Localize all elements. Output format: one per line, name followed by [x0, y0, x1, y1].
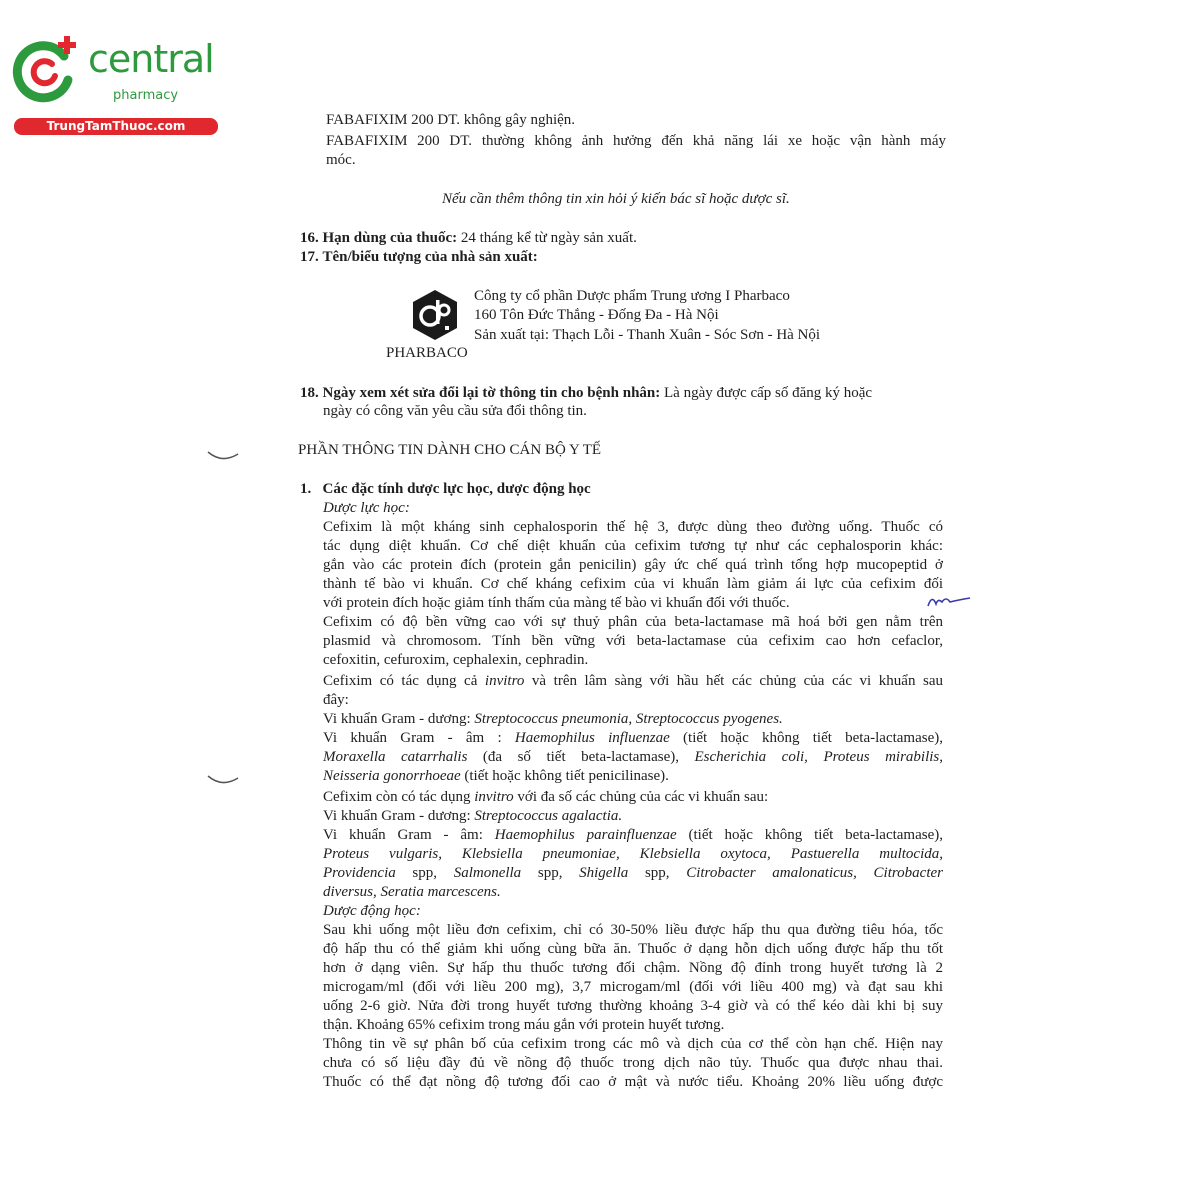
gram-negative-2-line-2: Proteus vulgaris, Klebsiella pneumoniae, Klebsiella oxytoca, Pastuerella multocida, — [323, 846, 943, 862]
species-name: Neisseria gonorrhoeae — [323, 768, 461, 784]
invitro-term: invitro — [474, 789, 514, 805]
gram-positive-species: Streptococcus pneumonia, Streptococcus pyogenes. — [474, 711, 783, 727]
species-name: Moraxella catarrhalis — [323, 749, 468, 765]
pd-paragraph-1-line-4: thành tế bào vi khuẩn. Cơ chế kháng cefixim của vi khuẩn làm giảm ái lực của cefixim đối — [323, 576, 943, 592]
pharbaco-logo-icon — [408, 288, 462, 342]
pd-paragraph-1-line-1: Cefixim là một kháng sinh cephalosporin thế hệ 3, được dùng theo đường uống. Thuốc có — [323, 519, 943, 535]
handwritten-initial-icon — [924, 590, 974, 612]
intro-line-3: móc. — [326, 152, 356, 168]
pd-paragraph-1-line-5: với protein đích hoặc giảm tính thấm của màng tế bào vi khuẩn đối với thuốc. — [323, 595, 790, 611]
pharbaco-logo-text: PHARBACO — [386, 345, 468, 361]
pd-paragraph-1-line-3: gắn vào các protein đích (protein gắn penicilin) gây ức chế quá trình tổng hợp mucopeptid ở — [323, 557, 943, 573]
manufacturer-address: 160 Tôn Đức Thắng - Đống Đa - Hà Nội — [474, 307, 719, 323]
spp-text: spp, — [628, 865, 687, 881]
invitro-term: invitro — [484, 673, 525, 689]
pd-text: với đa số các chủng của các vi khuẩn sau: — [513, 789, 769, 805]
pd-text: và trên lâm sàng với hầu hết các chủng của các vi khuẩn sau — [524, 673, 943, 689]
part-heading: PHẦN THÔNG TIN DÀNH CHO CÁN BỘ Y TẾ — [298, 442, 602, 458]
pd-paragraph-2-line-2: plasmid và chromosom. Tính bền vững với beta-lactamase của cefixim cao hơn cefaclor, — [323, 633, 943, 649]
pk-paragraph-1-line-3: hơn ở dạng viên. Sự hấp thu thuốc tương đối chậm. Nồng độ đỉnh trong huyết tương là 2 — [323, 960, 943, 976]
species-name: Escherichia coli, Proteus mirabilis, — [694, 749, 943, 765]
section-1 — [300, 480, 591, 498]
pd-text: Cefixim có tác dụng cả — [323, 673, 485, 689]
pk-paragraph-1-line-6: thận. Khoảng 65% cefixim trong máu gắn với protein huyết tương. — [323, 1017, 725, 1033]
pk-paragraph-1-line-1: Sau khi uống một liều đơn cefixim, chỉ có 30-50% liều được hấp thu qua đường tiêu hóa, tốc — [323, 922, 943, 938]
pharmacodynamics-heading: Dược lực học: — [323, 500, 410, 516]
pk-paragraph-2-line-3: Thuốc có thể đạt nồng độ tương đối cao ở mật và nước tiểu. Khoảng 20% liều uống được — [323, 1074, 943, 1090]
pk-paragraph-2-line-2: chưa có số liệu đầy đủ về nồng độ thuốc trong dịch não tủy. Thuốc qua được nhau thai. — [323, 1055, 943, 1071]
section-18-line-2: ngày có công văn yêu cầu sửa đổi thông tin. — [323, 403, 587, 419]
species-name: Shigella — [579, 865, 629, 881]
gram-negative-line-2 — [323, 748, 943, 766]
species-note: (tiết hoặc không tiết penicilinase). — [460, 768, 669, 784]
species-note: (tiết hoặc không tiết beta-lactamase), — [669, 730, 943, 746]
pk-paragraph-1-line-5: uống 2-6 giờ. Nửa đời trong huyết tương thường khoảng 3-4 giờ và có thể kéo dài khi bị suy — [323, 998, 943, 1014]
pd-paragraph-3-line-1 — [323, 672, 943, 690]
species-name: Salmonella — [453, 865, 522, 881]
species-name: Haemophilus parainfluenzae — [494, 827, 677, 843]
pd-text: Cefixim còn có tác dụng — [323, 789, 475, 805]
gram-negative-line-3 — [323, 767, 669, 785]
species-name: Providencia — [323, 865, 396, 881]
pd-paragraph-4 — [323, 788, 768, 806]
gram-positive-line — [323, 710, 783, 728]
section-16-label: Hạn dùng của thuốc: — [322, 230, 458, 246]
gram-negative-line-1 — [323, 729, 943, 747]
gram-positive-label: Vi khuẩn Gram - dương: — [323, 808, 475, 824]
species-name: Haemophilus influenzae — [514, 730, 670, 746]
species-name: Citrobacter amalonaticus, Citrobacter — [686, 865, 943, 881]
manufacturer-production-site: Sản xuất tại: Thạch Lỗi - Thanh Xuân - Sóc Sơn - Hà Nội — [474, 327, 821, 343]
pk-paragraph-1-line-4: microgam/ml (đối với liều 200 mg), 3,7 microgam/ml (đối với liều 400 mg) và đạt sau khi — [323, 979, 943, 995]
spp-text: spp, — [521, 865, 580, 881]
section-17-number: 17. — [300, 249, 319, 265]
section-18-label: Ngày xem xét sửa đổi lại tờ thông tin cho bệnh nhân: — [322, 385, 661, 401]
logo-brand: central — [88, 37, 214, 81]
binding-hole-mark — [206, 448, 240, 464]
gram-positive-line-2 — [323, 807, 622, 825]
gram-negative-2-line-3 — [323, 864, 943, 882]
pd-paragraph-2-line-3: cefoxitin, cefuroxim, cephalexin, cephradin. — [323, 652, 589, 668]
section-1-title: Các đặc tính dược lực học, dược động học — [322, 481, 591, 497]
section-16-text: 24 tháng kể từ ngày sản xuất. — [457, 230, 637, 246]
pd-paragraph-2-line-1: Cefixim có độ bền vững cao với sự thuỷ phân của beta-lactamase mã hoá bởi gen nằm trên — [323, 614, 943, 630]
gram-negative-2-line-1 — [323, 826, 943, 844]
intro-line-1: FABAFIXIM 200 DT. không gây nghiện. — [326, 112, 576, 128]
section-18-text: Là ngày được cấp số đăng ký hoặc — [660, 385, 873, 401]
gram-positive-species: Streptococcus agalactia. — [474, 808, 623, 824]
species-note: (đa số tiết beta-lactamase), — [467, 749, 695, 765]
section-1-number: 1. — [300, 481, 312, 497]
gram-negative-label: Vi khuẩn Gram - âm : — [323, 730, 515, 746]
section-16 — [300, 229, 637, 247]
species-note: (tiết hoặc không tiết beta-lactamase), — [676, 827, 943, 843]
gram-negative-label: Vi khuẩn Gram - âm: — [323, 827, 495, 843]
pd-paragraph-3-line-2: đây: — [323, 692, 349, 708]
gram-positive-label: Vi khuẩn Gram - dương: — [323, 711, 475, 727]
logo-subtitle: pharmacy — [113, 88, 179, 103]
binding-hole-mark — [206, 772, 240, 788]
section-18-number: 18. — [300, 385, 319, 401]
section-17-label: Tên/biểu tượng của nhà sản xuất: — [322, 249, 538, 265]
manufacturer-name: Công ty cổ phần Dược phẩm Trung ương I Pharbaco — [474, 288, 790, 304]
section-17 — [300, 248, 538, 266]
pk-paragraph-1-line-2: độ hấp thu có thể giảm khi uống cùng bữa ăn. Thuốc ở dạng hỗn dịch uống được hấp thu tốt — [323, 941, 943, 957]
logo-url: TrungTamThuoc.com — [14, 118, 218, 135]
pk-paragraph-2-line-1: Thông tin về sự phân bố của cefixim trong các mô và dịch của cơ thể còn hạn chế. Hiện nay — [323, 1036, 943, 1052]
section-16-number: 16. — [300, 230, 319, 246]
gram-negative-2-line-4: diversus, Seratia marcescens. — [323, 884, 501, 900]
spp-text: spp, — [395, 865, 454, 881]
consult-note: Nếu cần thêm thông tin xin hỏi ý kiến bác sĩ hoặc dược sĩ. — [442, 191, 790, 207]
section-18 — [300, 384, 872, 402]
pd-paragraph-1-line-2: tác dụng diệt khuẩn. Cơ chế diệt khuẩn của cefixim tương tự như các cephalosporin khác: — [323, 538, 943, 554]
pharmacokinetics-heading: Dược động học: — [323, 903, 421, 919]
intro-line-2: FABAFIXIM 200 DT. thường không ảnh hưởng đến khả năng lái xe hoặc vận hành máy — [326, 133, 946, 149]
